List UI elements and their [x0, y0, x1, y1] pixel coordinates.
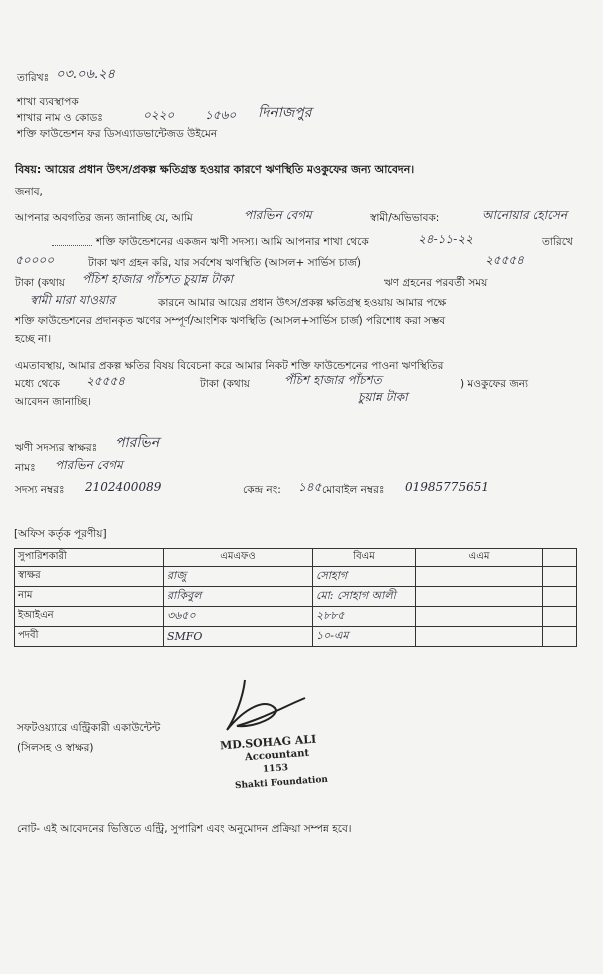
recommendation-table	[14, 548, 577, 647]
table-row	[15, 587, 577, 607]
row-label: নাম	[15, 587, 164, 607]
p2-b: মধ্যে থেকে	[15, 378, 60, 390]
guardian-name: আনোয়ার হোসেন	[482, 208, 567, 222]
salutation: জনাব,	[15, 186, 43, 198]
p1-d: তারিখে	[542, 236, 573, 248]
branch-code: ০২২০	[143, 108, 175, 122]
row-label: ইআইএন	[15, 607, 164, 627]
loan-amount: ৫০০০০	[15, 253, 54, 267]
am-cell	[416, 587, 543, 607]
reason: স্বামী মারা যাওয়ার	[30, 293, 116, 307]
mobile-label: মোবাইল নম্বরঃ	[322, 484, 385, 496]
accountant-signature-icon	[215, 678, 335, 738]
p1-j: হচ্ছে না।	[15, 333, 52, 345]
p1-g: ঋণ গ্রহনের পরবর্তী সময়	[384, 277, 488, 289]
stamp-name: MD.SOHAG ALI	[219, 732, 317, 753]
stamp-id: 1153	[262, 763, 289, 775]
seal-sign-label: (সিলসহ ও স্বাক্ষর)	[17, 742, 94, 754]
header-cell	[543, 549, 577, 567]
p2-c: টাকা (কথায়	[200, 378, 250, 390]
waive-words-1: পঁচিশ হাজার পাঁচশত	[284, 373, 382, 387]
date-label: তারিখঃ	[17, 72, 50, 84]
member-name: পারভিন বেগম	[55, 458, 123, 472]
bm-cell: ২৮৮৫	[313, 607, 416, 627]
table-row	[15, 627, 577, 647]
member-sign-label: ঋণী সদস্যর স্বাক্ষরঃ	[15, 442, 98, 454]
p1-b: স্বামী/অভিভাবক:	[370, 212, 440, 224]
accountant-label: সফটওয়্যারে এন্ট্রিকারী একাউন্টেন্ট	[17, 722, 161, 734]
table-row	[15, 607, 577, 627]
waive-amount: ২৫৫৫৪	[86, 374, 125, 388]
subject: বিষয়: আয়ের প্রধান উৎস/প্রকল্প ক্ষতিগ্রস্ত হওয়ার কারণে ঋণস্থিতি মওকুফের জন্য আবেদন।	[15, 163, 415, 176]
p1-e: টাকা ঋণ গ্রহন করি, যার সর্বশেষ ঋণস্থিতি (আসল+ সার্ভিস চার্জ)	[88, 257, 361, 269]
p2-a: এমতাবস্থায়, আমার প্রকল্প ক্ষতির বিষয় বিবেচনা করে আমার নিকট শক্তি ফাউন্ডেশনের পাওনা ঋণস্থিতির	[15, 360, 444, 372]
p2-e: আবেদন জানাচ্ছি।	[15, 396, 91, 408]
mfo-cell: ৩৬৫০	[164, 607, 313, 627]
bm-cell: মো: সোহাগ আলী	[313, 587, 416, 607]
applicant-name: পারভিন বেগম	[244, 208, 312, 222]
am-cell	[416, 607, 543, 627]
bm-cell: ১০-এম	[313, 627, 416, 647]
date-value: ০৩.০৬.২৪	[56, 67, 115, 82]
mfo-cell: রাজু	[164, 567, 313, 587]
am-cell	[416, 627, 543, 647]
mobile-number: 01985775651	[405, 480, 489, 494]
header-cell: এএম	[416, 549, 543, 567]
p1-i: শক্তি ফাউন্ডেশনের প্রদানকৃত ঋণের সম্পূর্ণ/আংশিক ঋণস্থিতি (আসল+সার্ভিস চার্জ) পরিশোধ করা সম্ভব	[15, 315, 446, 327]
extra-cell	[543, 587, 577, 607]
member-number: 2102400089	[85, 480, 162, 494]
p1-c: শক্তি ফাউন্ডেশনের একজন ঋণী সদস্য। আমি আপনার শাখা থেকে	[96, 236, 369, 248]
branch-label: শাখার নাম ও কোডঃ	[17, 112, 103, 124]
branch-manager: শাখা ব্যবস্থাপক	[17, 96, 79, 108]
p2-d: ) মওকুফের জন্য	[460, 378, 529, 390]
balance-amount: ২৫৫৫৪	[485, 253, 524, 267]
centre-label: কেন্দ্র নং:	[243, 484, 281, 496]
branch-code-2: ১৫৬০	[205, 108, 237, 122]
org-line: শক্তি ফাউন্ডেশন ফর ডিসএ্যাডভান্টেজড উইমেন	[17, 128, 218, 140]
mfo-cell: রাকিবুল	[164, 587, 313, 607]
footer-note: নোট- এই আবেদনের ভিত্তিতে এন্ট্রি, সুপারিশ এবং অনুমোদন প্রক্রিয়া সম্পন্ন হবে।	[17, 823, 352, 835]
mfo-cell: SMFO	[164, 627, 313, 647]
header-cell: বিএম	[313, 549, 416, 567]
table-header-row	[15, 549, 577, 567]
member-name-label: নামঃ	[15, 462, 36, 474]
loan-date: ২৪-১১-২২	[418, 232, 473, 246]
stamp-role: Accountant	[244, 747, 310, 764]
member-signature: পারভিন	[115, 435, 160, 451]
row-label: পদবী	[15, 627, 164, 647]
am-cell	[416, 567, 543, 587]
centre-number: ১৪৫	[298, 480, 322, 494]
table-row	[15, 567, 577, 587]
stamp-org: Shakti Foundation	[234, 774, 329, 792]
p1-h: কারনে আমার আয়ের প্রধান উৎস/প্রকল্প ক্ষতিগ্রস্থ হওয়ায় আমার পক্ষে	[158, 297, 447, 309]
member-number-label: সদস্য নম্বরঃ	[15, 484, 65, 496]
extra-cell	[543, 567, 577, 587]
balance-in-words: পঁচিশ হাজার পাঁচশত চুয়ান্ন টাকা	[82, 272, 233, 286]
dots	[52, 245, 92, 246]
header-cell: সুপারিশকারী	[15, 549, 164, 567]
office-box-label: [অফিস কর্তৃক পূরণীয়]	[14, 528, 107, 540]
row-label: স্বাক্ষর	[15, 567, 164, 587]
bm-cell: সোহাগ	[313, 567, 416, 587]
extra-cell	[543, 607, 577, 627]
extra-cell	[543, 627, 577, 647]
branch-name: দিনাজপুর	[258, 105, 312, 121]
header-cell: এমএফও	[164, 549, 313, 567]
accountant-stamp	[215, 678, 335, 792]
waive-words-2: চুয়ান্ন টাকা	[358, 390, 408, 404]
p1-f: টাকা (কথায়	[15, 277, 65, 289]
p1-a: আপনার অবগতির জন্য জানাচ্ছি যে, আমি	[15, 212, 193, 224]
